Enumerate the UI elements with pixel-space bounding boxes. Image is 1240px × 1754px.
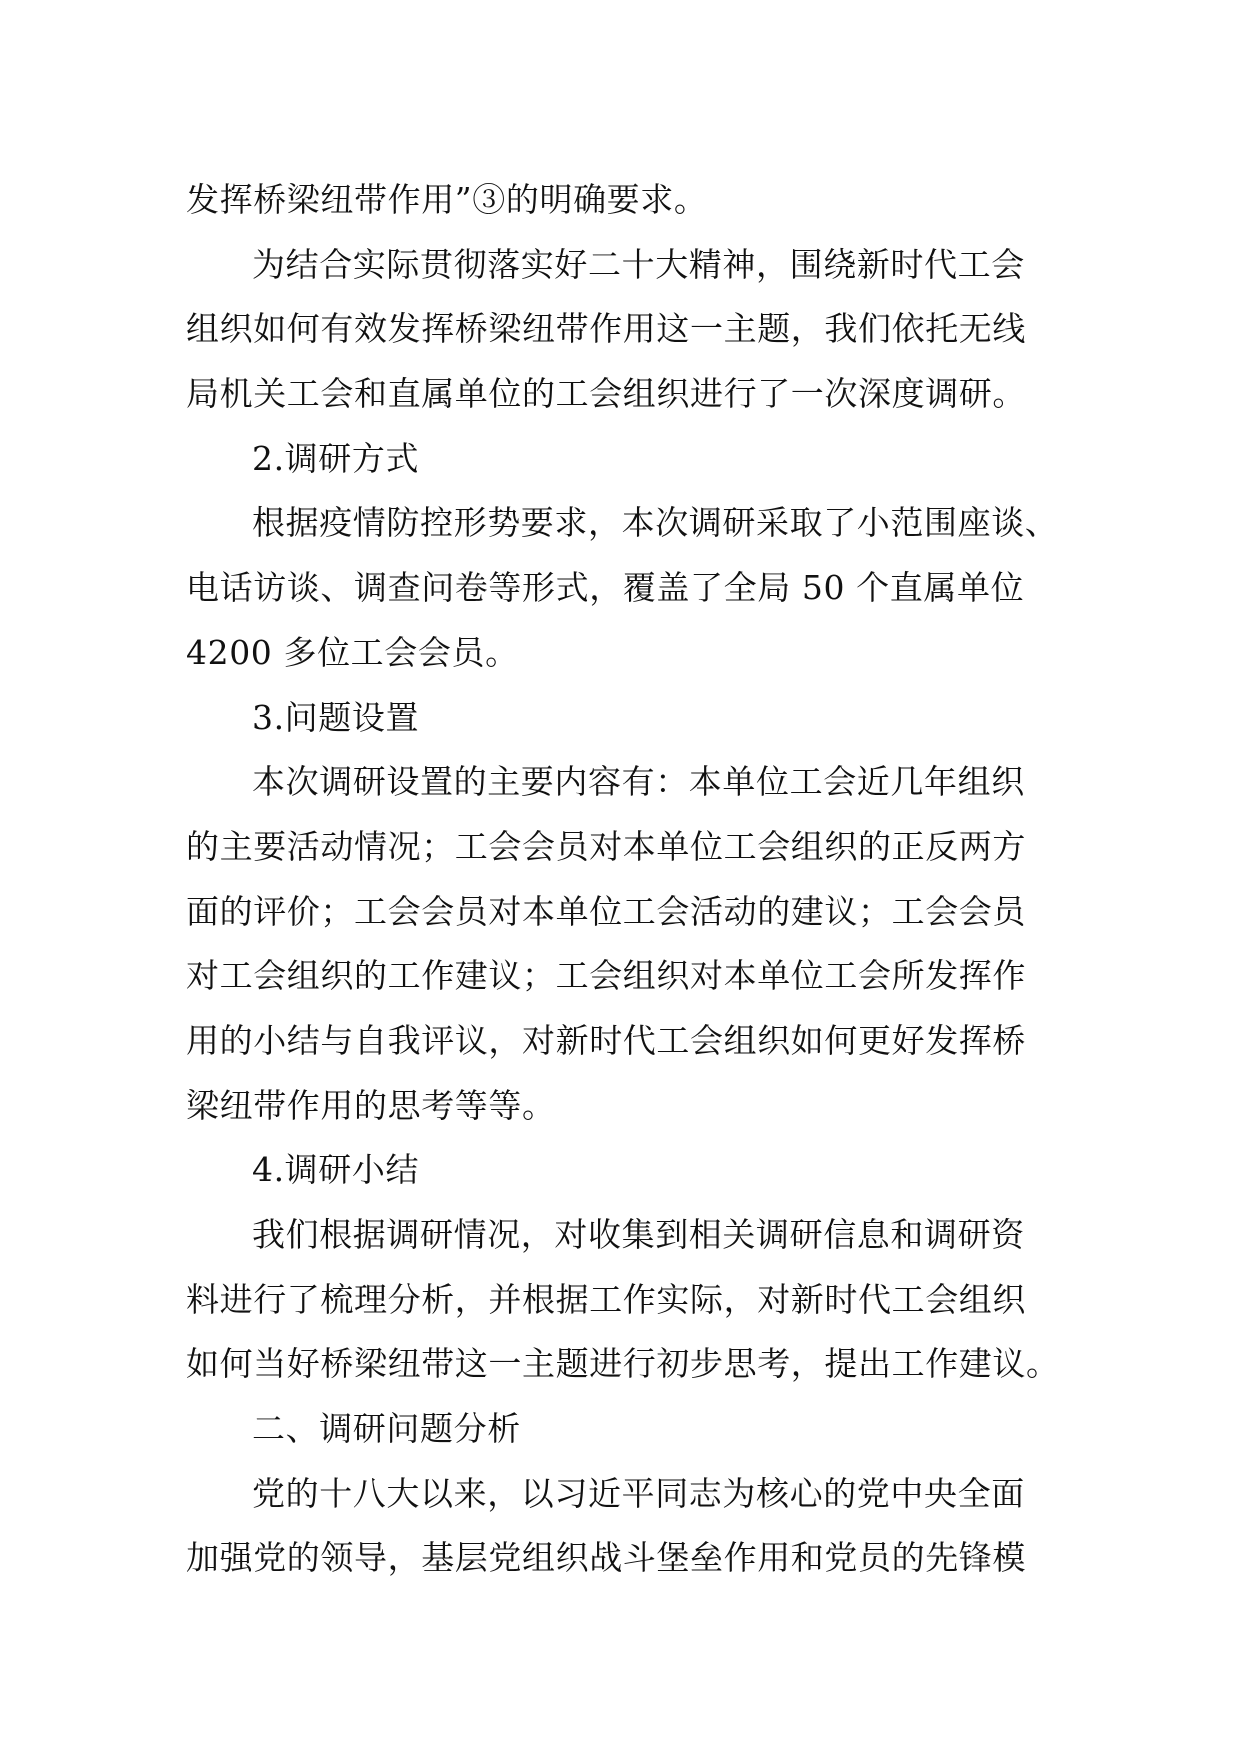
text-line: 发挥桥梁纽带作用”③的明确要求。 bbox=[186, 180, 708, 219]
text-line: 加强党的领导，基层党组织战斗堡垒作用和党员的先锋模 bbox=[186, 1538, 1026, 1578]
document-body bbox=[186, 168, 1086, 1591]
text-line: 电话访谈、调查问卷等形式，覆盖了全局 50 个直属单位 bbox=[186, 568, 1025, 608]
text-line: 料进行了梳理分析，并根据工作实际，对新时代工会组织 bbox=[186, 1279, 1026, 1319]
paragraph-start-line: 我们根据调研情况，对收集到相关调研信息和调研资 bbox=[252, 1215, 1025, 1254]
text-line: 用的小结与自我评议，对新时代工会组织如何更好发挥桥 bbox=[186, 1020, 1026, 1060]
section-heading: 4.调研小结 bbox=[252, 1150, 420, 1190]
text-line: 如何当好桥梁纽带这一主题进行初步思考，提出工作建议。 bbox=[186, 1344, 1060, 1384]
section-heading: 3.问题设置 bbox=[252, 697, 420, 737]
text-line: 的主要活动情况；工会会员对本单位工会组织的正反两方 bbox=[186, 826, 1026, 866]
paragraph-start-line: 党的十八大以来，以习近平同志为核心的党中央全面 bbox=[252, 1473, 1025, 1513]
paragraph-start-line: 根据疫情防控形势要求，本次调研采取了小范围座谈、 bbox=[252, 503, 1059, 543]
text-line: 组织如何有效发挥桥梁纽带作用这一主题，我们依托无线 bbox=[186, 309, 1026, 349]
text-line: 4200 多位工会会员。 bbox=[186, 632, 519, 672]
paragraph-start-line: 本次调研设置的主要内容有：本单位工会近几年组织 bbox=[252, 762, 1025, 802]
section-heading: 2.调研方式 bbox=[252, 438, 420, 478]
paragraph-start-line: 为结合实际贯彻落实好二十大精神，围绕新时代工会 bbox=[252, 244, 1025, 284]
text-line: 梁纽带作用的思考等等。 bbox=[186, 1085, 556, 1125]
text-line: 面的评价；工会会员对本单位工会活动的建议；工会会员 bbox=[186, 891, 1026, 931]
text-line: 局机关工会和直属单位的工会组织进行了一次深度调研。 bbox=[186, 374, 1026, 414]
chapter-heading: 二、调研问题分析 bbox=[252, 1409, 521, 1449]
text-line: 对工会组织的工作建议；工会组织对本单位工会所发挥作 bbox=[186, 956, 1026, 996]
